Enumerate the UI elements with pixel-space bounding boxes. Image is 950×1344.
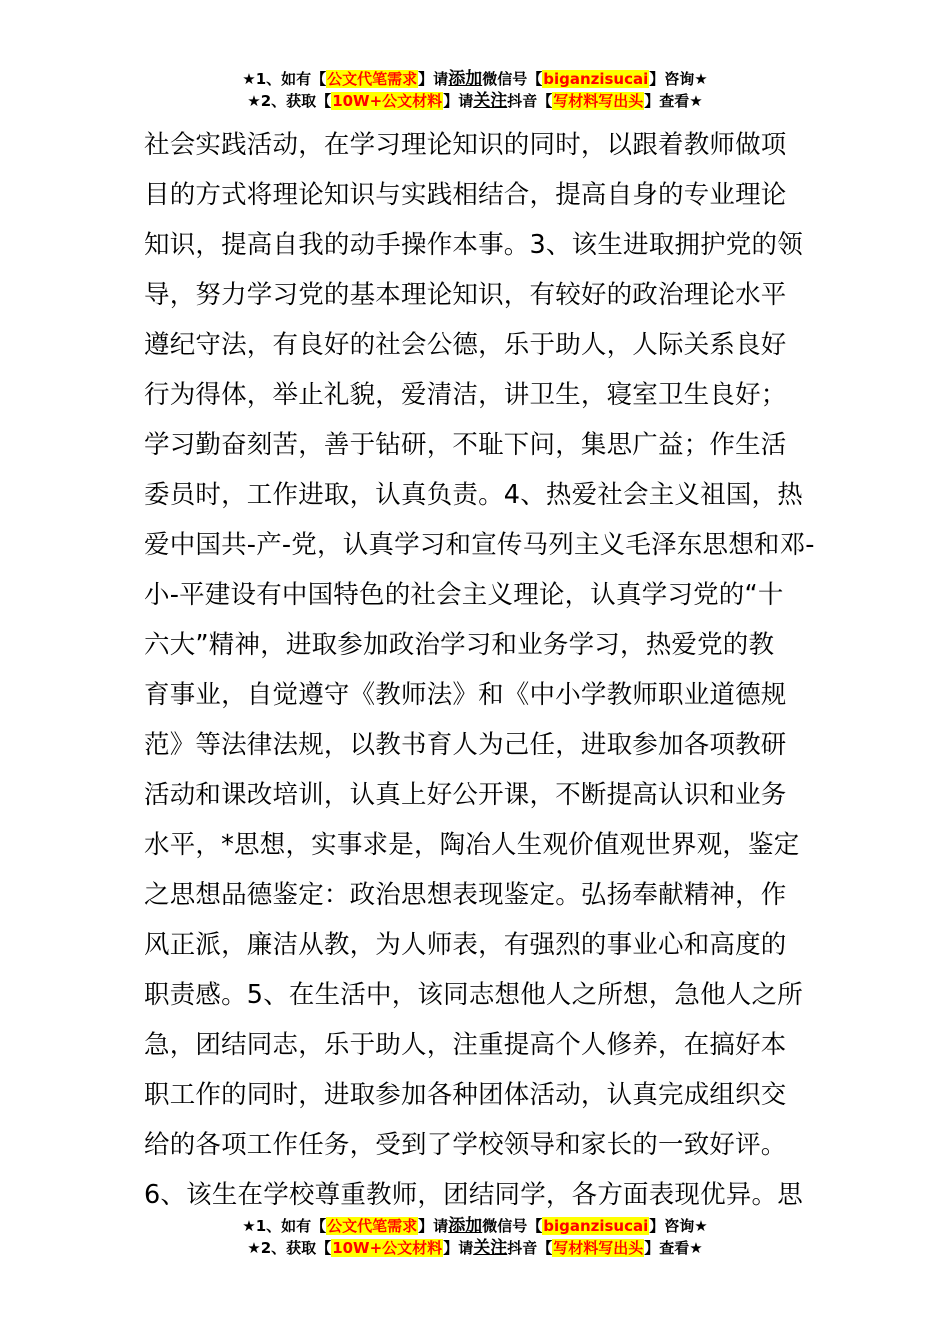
banner-underlined-follow: 关注 — [473, 91, 508, 111]
banner-underlined-add: 添加 — [448, 1216, 483, 1236]
banner-highlight-materials: 10W+公文材料 — [332, 1239, 443, 1257]
banner-line-1 — [0, 1215, 950, 1237]
banner-highlight-service: 公文代笔需求 — [327, 1217, 418, 1235]
body-line: 育事业，自觉遵守《教师法》和《中小学教师职业道德规 — [144, 680, 787, 710]
body-line: 给的各项工作任务，受到了学校领导和家长的一致好评。 — [144, 1130, 787, 1160]
banner-line-2-suffix: 】查看★ — [644, 92, 703, 110]
body-line: 爱中国共-产-党，认真学习和宣传马列主义毛泽东思想和邓- — [144, 530, 815, 560]
banner-highlight-service: 公文代笔需求 — [327, 70, 418, 88]
banner-line-2-prefix: ★2、获取【 — [247, 92, 332, 110]
document-body — [144, 120, 824, 1220]
banner-line-2-mid: 】请 — [443, 1239, 474, 1257]
banner-highlight-douyin: 写材料写出头 — [553, 1239, 644, 1257]
banner-line-1-suffix: 】咨询★ — [649, 1217, 708, 1235]
banner-line-2 — [0, 1237, 950, 1259]
banner-line-1-mid2: 微信号【 — [482, 70, 543, 88]
banner-line-1-mid2: 微信号【 — [482, 1217, 543, 1235]
body-line: 小-平建设有中国特色的社会主义理论，认真学习党的“十 — [144, 580, 784, 610]
body-line: 急，团结同志，乐于助人，注重提高个人修养，在搞好本 — [144, 1030, 787, 1060]
banner-highlight-wechat: biganzisucai — [543, 1217, 649, 1235]
banner-line-2 — [0, 90, 950, 112]
body-line: 职责感。5、在生活中，该同志想他人之所想，急他人之所 — [144, 980, 803, 1010]
body-line: 范》等法律法规，以教书育人为己任，进取参加各项教研 — [144, 730, 787, 760]
banner-line-2-mid: 】请 — [443, 92, 474, 110]
body-line: 社会实践活动，在学习理论知识的同时，以跟着教师做项 — [144, 130, 787, 160]
banner-line-2-mid2: 抖音【 — [507, 1239, 553, 1257]
top-banner — [0, 68, 950, 112]
bottom-banner — [0, 1215, 950, 1259]
banner-highlight-wechat: biganzisucai — [543, 70, 649, 88]
body-line: 导，努力学习党的基本理论知识，有较好的政治理论水平 — [144, 280, 787, 310]
banner-underlined-follow: 关注 — [473, 1238, 508, 1258]
banner-line-2-suffix: 】查看★ — [644, 1239, 703, 1257]
banner-line-2-mid2: 抖音【 — [507, 92, 553, 110]
banner-line-1-mid: 】请 — [418, 1217, 449, 1235]
body-line: 水平，*思想，实事求是，陶冶人生观价值观世界观，鉴定 — [144, 830, 800, 860]
banner-line-1 — [0, 68, 950, 90]
banner-line-1-mid: 】请 — [418, 70, 449, 88]
banner-line-1-prefix: ★1、如有【 — [242, 70, 327, 88]
banner-highlight-douyin: 写材料写出头 — [553, 92, 644, 110]
body-line: 委员时，工作进取，认真负责。4、热爱社会主义祖国，热 — [144, 480, 803, 510]
body-line: 六大”精神，进取参加政治学习和业务学习，热爱党的教 — [144, 630, 775, 660]
banner-line-1-suffix: 】咨询★ — [649, 70, 708, 88]
banner-line-1-prefix: ★1、如有【 — [242, 1217, 327, 1235]
body-line: 行为得体，举止礼貌，爱清洁，讲卫生，寝室卫生良好； — [144, 380, 787, 410]
body-line: 之思想品德鉴定：政治思想表现鉴定。弘扬奉献精神，作 — [144, 880, 787, 910]
body-line: 活动和课改培训，认真上好公开课，不断提高认识和业务 — [144, 780, 787, 810]
body-line: 6、该生在学校尊重教师，团结同学，各方面表现优异。思 — [144, 1180, 803, 1210]
body-line: 学习勤奋刻苦，善于钻研，不耻下问，集思广益；作生活 — [144, 430, 787, 460]
body-line: 目的方式将理论知识与实践相结合，提高自身的专业理论 — [144, 180, 787, 210]
body-line: 遵纪守法，有良好的社会公德，乐于助人，人际关系良好 — [144, 330, 787, 360]
banner-highlight-materials: 10W+公文材料 — [332, 92, 443, 110]
body-line: 风正派，廉洁从教，为人师表，有强烈的事业心和高度的 — [144, 930, 787, 960]
banner-line-2-prefix: ★2、获取【 — [247, 1239, 332, 1257]
body-line: 职工作的同时，进取参加各种团体活动，认真完成组织交 — [144, 1080, 787, 1110]
body-line: 知识，提高自我的动手操作本事。3、该生进取拥护党的领 — [144, 230, 803, 260]
banner-underlined-add: 添加 — [448, 69, 483, 89]
